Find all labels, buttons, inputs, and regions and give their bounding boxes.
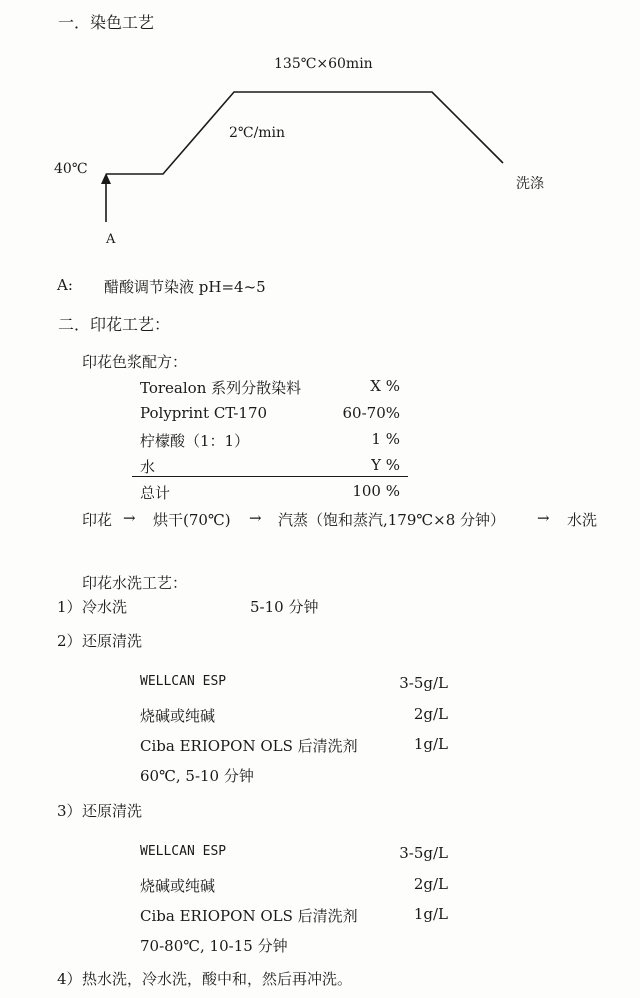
step2-number: 2） <box>57 632 82 650</box>
step3-item-amount: 3-5g/L <box>399 844 448 862</box>
flow-arrow: → <box>123 509 136 527</box>
step2-name: 还原清洗 <box>82 632 143 650</box>
step2-item-name: WELLCAN ESP <box>140 674 227 689</box>
recipe-row-value: 1 % <box>371 430 400 448</box>
recipe-row-name: 柠檬酸（1：1） <box>140 432 250 450</box>
section1-title: 一．染色工艺 <box>58 13 155 32</box>
flow-step: 水洗 <box>567 511 598 529</box>
end-label: 洗涤 <box>516 176 544 192</box>
note-label: A: <box>57 276 73 294</box>
recipe-total-name: 总计 <box>140 484 171 502</box>
recipe-row-value: 60-70% <box>342 404 400 422</box>
step3-item-name: Ciba ERIOPON OLS 后清洗剂 <box>140 907 358 925</box>
flow-step: 烘干(70℃) <box>153 511 231 529</box>
step4-text: 热水洗，冷水洗，酸中和，然后再冲洗。 <box>82 970 353 988</box>
note-text: 醋酸调节染液 pH=4~5 <box>104 278 266 296</box>
step1-time: 5-10 分钟 <box>250 598 319 616</box>
start-temp-label: 40℃ <box>54 161 88 177</box>
step2-item-amount: 2g/L <box>413 705 448 723</box>
flow-step: 汽蒸（饱和蒸汽,179℃×8 分钟） <box>278 511 506 529</box>
recipe-total-value: 100 % <box>352 482 400 500</box>
rate-label: 2℃/min <box>229 125 286 141</box>
step3-condition: 70-80℃, 10-15 分钟 <box>140 937 288 955</box>
recipe-heading: 印花色浆配方： <box>82 353 188 371</box>
step3-name: 还原清洗 <box>82 802 143 820</box>
recipe-row-name: 水 <box>140 458 156 476</box>
step3-item-amount: 2g/L <box>413 875 448 893</box>
step2-item-amount: 3-5g/L <box>399 674 448 692</box>
temperature-profile-line <box>106 92 503 174</box>
flow-arrow: → <box>249 509 262 527</box>
hold-label: 135℃×60min <box>274 56 373 72</box>
step2-item-name: 烧碱或纯碱 <box>140 707 216 725</box>
section2-title: 二．印花工艺： <box>58 315 171 334</box>
step2-item-name: Ciba ERIOPON OLS 后清洗剂 <box>140 737 358 755</box>
total-divider <box>132 476 408 477</box>
step2-item-amount: 1g/L <box>413 735 448 753</box>
flow-step: 印花 <box>82 511 113 529</box>
marker-label: A <box>106 232 116 247</box>
step3-number: 3） <box>57 802 82 820</box>
step3-item-name: 烧碱或纯碱 <box>140 877 216 895</box>
wash-heading: 印花水洗工艺： <box>82 574 188 592</box>
flow-arrow: → <box>537 509 550 527</box>
recipe-row-name: Polyprint CT-170 <box>140 404 268 422</box>
step2-condition: 60℃, 5-10 分钟 <box>140 767 254 785</box>
step3-item-name: WELLCAN ESP <box>140 844 227 859</box>
recipe-row-value: X % <box>370 377 400 395</box>
recipe-row-value: Y % <box>371 456 400 474</box>
dyeing-temperature-diagram <box>0 0 640 260</box>
step4-number: 4） <box>57 970 82 988</box>
step1-name: 冷水洗 <box>82 598 128 616</box>
step3-item-amount: 1g/L <box>413 905 448 923</box>
recipe-row-name: Torealon 系列分散染料 <box>140 379 302 397</box>
step1-number: 1） <box>57 598 82 616</box>
